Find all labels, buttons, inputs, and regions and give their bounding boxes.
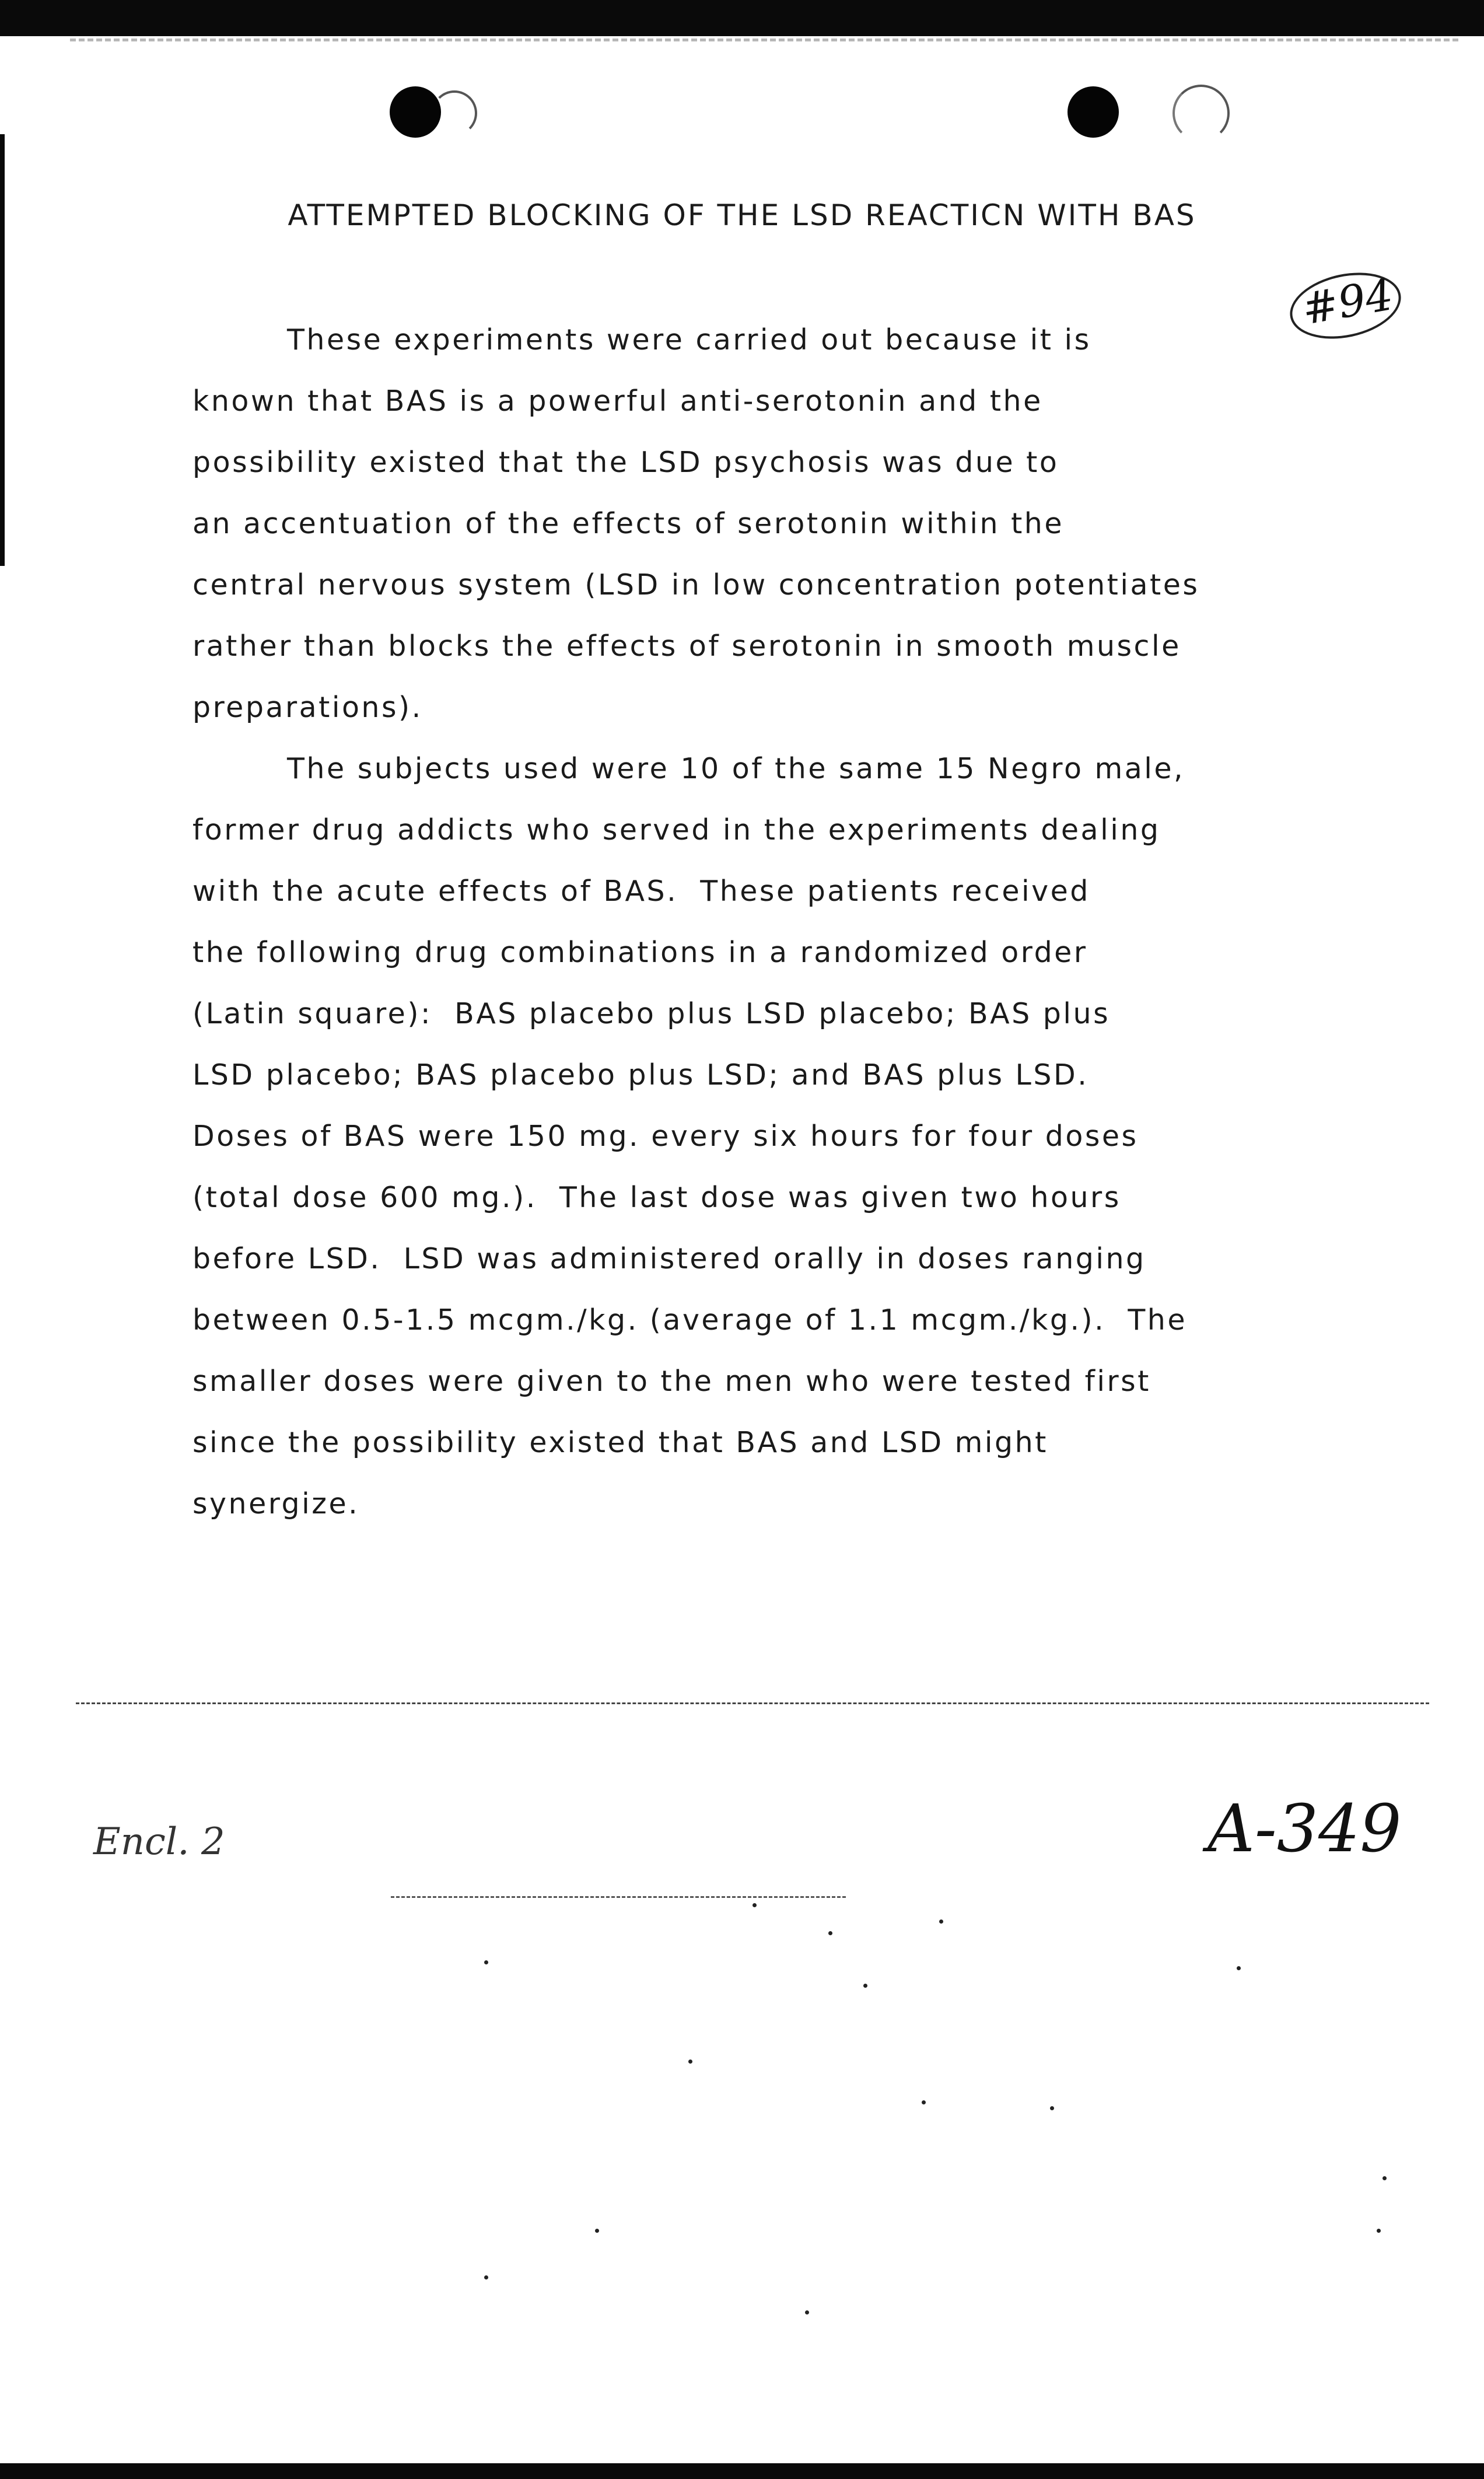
text-line: These experiments were carried out because it is [287,323,1091,356]
text-line: an accentuation of the effects of serotonin within the [192,507,1064,540]
text-line: since the possibility existed that BAS and LSD might [192,1426,1048,1459]
text-line: rather than blocks the effects of serotonin in smooth muscle [192,630,1181,663]
text-line: (total dose 600 mg.). The last dose was given two hours [192,1181,1121,1214]
scan-speck [688,2060,692,2064]
text-line: with the acute effects of BAS. These patients received [192,875,1090,908]
handwritten-note: Encl. 2 [93,1820,225,1863]
document-body [192,309,1336,1534]
scan-speck [1382,2176,1387,2180]
text-line: former drug addicts who served in the experiments dealing [192,813,1161,847]
page-number: #94 [1298,270,1397,335]
document-title: ATTEMPTED BLOCKING OF THE LSD REACTICN WITH BAS [288,198,1196,232]
scan-speck [939,1919,943,1924]
scan-speck [595,2229,599,2233]
text-line: central nervous system (LSD in low concentration potentiates [192,568,1200,602]
text-line: smaller doses were given to the men who were tested first [192,1365,1151,1398]
text-line: Doses of BAS were 150 mg. every six hours for four doses [192,1120,1139,1153]
text-line: The subjects used were 10 of the same 15 Negro male, [287,752,1185,785]
text-line: between 0.5-1.5 mcgm./kg. (average of 1.1 mcgm./kg.). The [192,1303,1188,1337]
text-line: (Latin square): BAS placebo plus LSD placebo; BAS plus [192,997,1111,1030]
scan-speck [1050,2106,1054,2110]
scan-speck [805,2310,809,2314]
text-line: possibility existed that the LSD psychosis was due to [192,446,1059,479]
scan-speck [484,1960,488,1964]
text-line: preparations). [192,691,423,724]
scan-speck [922,2100,926,2104]
scan-speck [863,1984,867,1988]
punch-hole-right-icon [1068,86,1119,138]
paragraph [192,309,1336,738]
scan-speck [1377,2229,1381,2233]
scan-top-border [0,0,1484,36]
punch-hole-arc-icon [1172,85,1230,142]
section-divider [76,1702,1429,1704]
scan-speck [1237,1966,1241,1970]
punch-hole-arc-icon [432,90,477,136]
text-line: known that BAS is a powerful anti-serotonin and the [192,384,1043,418]
scan-artifact-line [70,39,1458,41]
scan-speck [484,2275,488,2279]
scan-bottom-border [0,2463,1484,2479]
faint-divider [391,1896,846,1898]
text-line: the following drug combinations in a randomized order [192,936,1088,969]
document-code: A-349 [1208,1791,1402,1867]
text-line: LSD placebo; BAS placebo plus LSD; and BAS plus LSD. [192,1058,1089,1092]
text-line: synergize. [192,1487,360,1520]
paragraph [192,738,1336,1534]
scan-speck [752,1903,757,1907]
scan-speck [828,1931,832,1935]
text-line: before LSD. LSD was administered orally in doses ranging [192,1242,1146,1275]
